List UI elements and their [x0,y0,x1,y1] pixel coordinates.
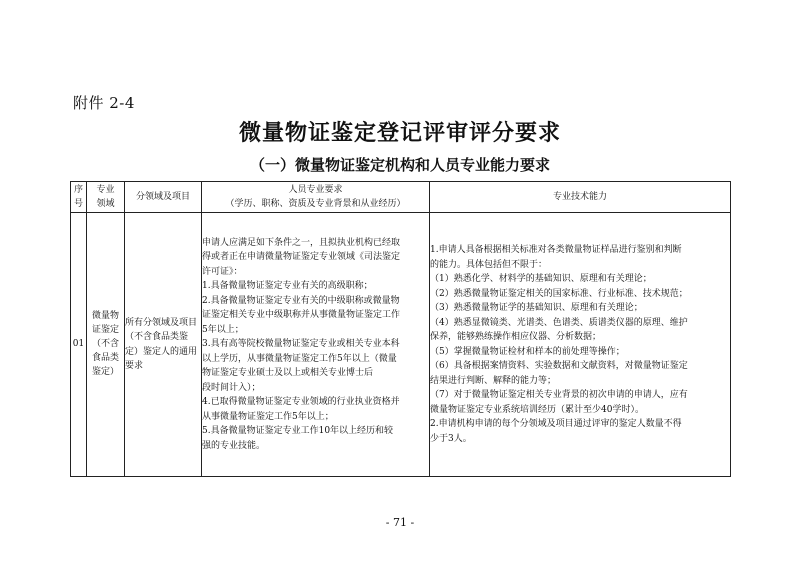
section-subtitle: （一）微量物证鉴定机构和人员专业能力要求 [249,156,550,174]
header-personnel: 人员专业要求 （学历、职称、资质及专业背景和从业经历） [202,182,430,213]
personnel-line: 5.具备微量物证鉴定专业工作10年以上经历和较 [202,426,394,437]
personnel-requirements [202,213,430,477]
field-text: 微量物证鉴定（不含食品类鉴定） [91,311,119,378]
personnel-line: 以上学历，从事微量物证鉴定工作5年以上（微量 [202,353,397,364]
tech-line: （1）熟悉化学、材料学的基础知识、原理和有关理论； [430,274,652,284]
personnel-line: 1.具备微量物证鉴定专业有关的高级职称； [202,281,373,292]
header-field: 专业 领域 [87,182,125,213]
field-cell [87,213,125,477]
requirements-table [70,181,731,477]
personnel-line: 许可证》： [202,266,243,277]
personnel-line: 证鉴定相关专业中级职称并从事微量物证鉴定工作 [202,310,401,321]
personnel-line: 从事微量物证鉴定工作5年以上； [202,411,334,422]
header-tech: 专业技术能力 [430,182,731,213]
technical-competence [430,213,731,477]
personnel-line: 3.具有高等院校微量物证鉴定专业或相关专业本科 [202,339,400,350]
personnel-line: 5年以上； [202,324,244,335]
personnel-line: 2.具备微量物证鉴定专业有关的中级职称或微量物 [202,295,400,306]
tech-line: 少于3人。 [430,433,472,444]
tech-line: （4）熟悉显微镜类、光谱类、色谱类、质谱类仪器的原理、维护 [430,317,688,328]
personnel-line: 4.已取得微量物证鉴定专业领域的行业执业资格并 [202,397,400,408]
personnel-line: 强的专业技能。 [202,440,266,451]
scope-cell: 所有分领域及项目（不含食品类鉴定）鉴定人的通用要求 [125,213,202,477]
tech-line: （7）对于微量物证鉴定相关专业背景的初次申请的申请人，应有 [430,390,688,400]
page-number: - 71 - [385,516,415,529]
personnel-line: 段时间计入）； [202,382,261,393]
tech-line: （5）掌握微量物证检材和样本的前处理等操作； [430,346,625,357]
header-scope: 分领域及项目 [125,182,202,213]
tech-line: （2）熟悉微量物证鉴定相关的国家标准、行业标准、技术规范； [430,288,688,299]
tech-line: （6）具备根据案情资料、实验数据和文献资料，对微量物证鉴定 [430,361,688,371]
table-row [71,213,731,477]
tech-line: 1.申请人具备根据相关标准对各类微量物证样品进行鉴别和判断 [430,245,682,255]
personnel-line: 申请人应满足如下条件之一，且拟执业机构已经取 [202,237,401,248]
personnel-line: 物证鉴定专业硕士及以上或相关专业博士后 [202,368,374,379]
tech-line: 结果进行判断、解释的能力等； [430,375,557,386]
tech-line: （3）熟悉微量物证学的基础知识、原理和有关理论； [430,303,643,313]
tech-line: 2.申请机构申请的每个分领域及项目通过评审的鉴定人数量不得 [430,419,682,429]
attachment-label: 附件 2-4 [73,94,135,112]
page-title: 微量物证鉴定登记评审评分要求 [238,120,561,146]
tech-line: 微量物证鉴定专业系统培训经历（累计至少40学时）。 [430,404,644,415]
row-number: 01 [71,213,87,477]
table-header-row [71,182,731,213]
tech-line: 保养，能够熟练操作相应仪器、分析数据； [430,332,602,342]
personnel-line: 得或者正在申请微量物证鉴定专业领域《司法鉴定 [202,252,401,263]
header-no: 序 号 [71,182,87,213]
tech-line: 的能力。具体包括但不限于： [430,259,548,270]
